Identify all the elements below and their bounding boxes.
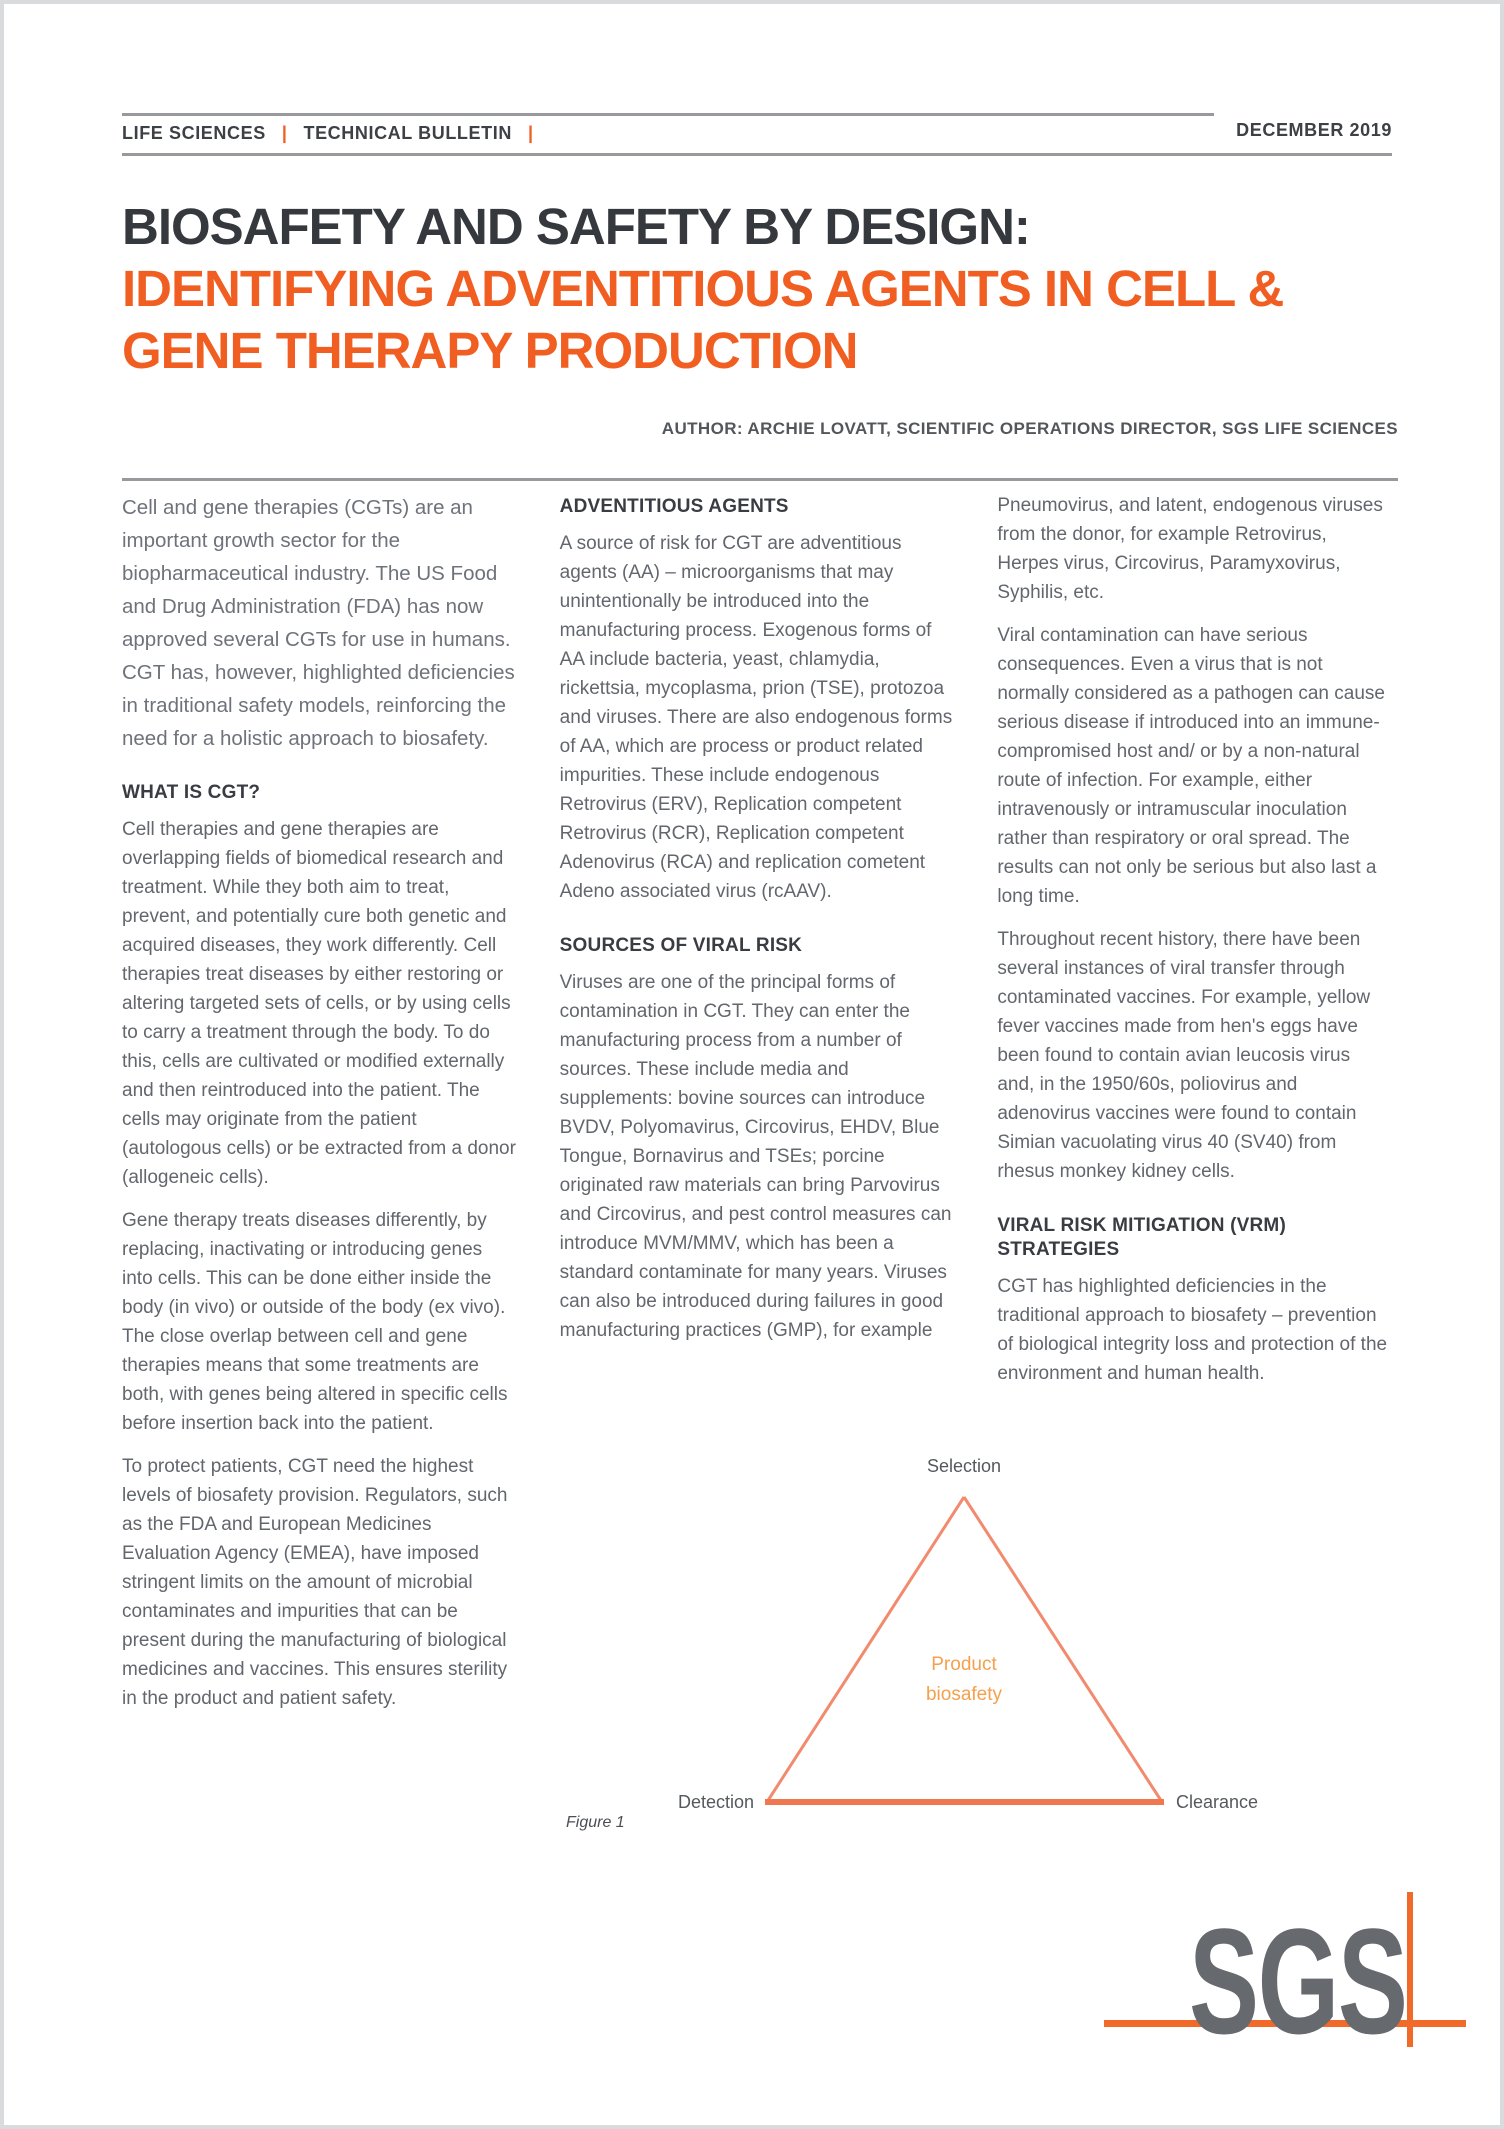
title-block bbox=[122, 196, 1398, 481]
masthead-separator-2: | bbox=[527, 123, 534, 143]
figure-caption: Figure 1 bbox=[566, 1814, 625, 1831]
paragraph: Pneumovirus, and latent, endogenous viruses from the donor, for example Retrovirus, Herpes virus, Circovirus, Paramyxovirus, Syphilis, etc. bbox=[997, 495, 1383, 603]
section-heading-what-is-cgt: WHAT IS CGT? bbox=[122, 782, 261, 803]
masthead-bulletin-label: TECHNICAL BULLETIN bbox=[303, 123, 512, 143]
column-1 bbox=[122, 491, 517, 1727]
sgs-logo bbox=[1104, 1882, 1474, 2065]
author-line: AUTHOR: ARCHIE LOVATT, SCIENTIFIC OPERATIONS DIRECTOR, SGS LIFE SCIENCES bbox=[661, 419, 1398, 438]
title-rule bbox=[122, 478, 1398, 481]
page-title-line2: IDENTIFYING ADVENTITIOUS AGENTS IN CELL & bbox=[122, 260, 1284, 317]
figure-1 bbox=[562, 1442, 1312, 1850]
triangle-label-clearance: Clearance bbox=[1176, 1792, 1259, 1812]
section-heading-sources-of-viral-risk: SOURCES OF VIRAL RISK bbox=[559, 935, 803, 956]
paragraph: CGT has highlighted deficiencies in the traditional approach to biosafety – prevention of biological integrity loss and protection of the environment and human health. bbox=[997, 1276, 1388, 1384]
paragraph: Throughout recent history, there have been several instances of viral transfer through contaminated vaccines. For example, yellow fever vaccines made from hen's eggs have been found to contain avian leucosis virus and, in the 1950/60s, poliovirus and adenovirus vaccines were found to contain Simian vacuolating virus 40 (SV40) from rhesus monkey kidney cells. bbox=[997, 929, 1371, 1182]
triangle-center-label-line1: Product bbox=[931, 1654, 997, 1675]
biosafety-triangle-diagram bbox=[562, 1442, 1312, 1850]
paragraph: Viral contamination can have serious consequences. Even a virus that is not normally considered as a pathogen can cause serious disease if introduced into an immune-compromised host and/ or by a non-natural route of infection. For example, either intravenously or intramuscular inoculation rather than respiratory or oral spread. The results can not only be serious but also last a long time. bbox=[997, 625, 1385, 907]
masthead-separator-1: | bbox=[281, 123, 288, 143]
logo-vertical-line bbox=[1407, 1892, 1413, 2047]
masthead-date: DECEMBER 2019 bbox=[1236, 120, 1392, 140]
triangle-right-side bbox=[964, 1497, 1162, 1802]
paragraph: To protect patients, CGT need the highest levels of biosafety provision. Regulators, such as the FDA and European Medicines Evaluation Agency (EMEA), have imposed stringent limits on the amount of microbial contaminates and impurities that can be present during the manufacturing of biological medicines and vaccines. This ensures sterility in the product and patient safety. bbox=[122, 1456, 508, 1709]
paragraph: Cell therapies and gene therapies are overlapping fields of biomedical research and treatment. While they both aim to treat, prevent, and potentially cure both genetic and acquired diseases, they work differently. Cell therapies treat diseases by either restoring or altering targeted sets of cells, or by using cells to carry a treatment through the body. To do this, cells are cultivated or modified externally and then reintroduced into the patient. The cells may originate from the patient (autologous cells) or be extracted from a donor (allogeneic cells). bbox=[122, 819, 516, 1188]
page-title-line3: GENE THERAPY PRODUCTION bbox=[122, 322, 858, 379]
sgs-logo-text: SGS bbox=[1189, 1897, 1407, 2065]
masthead-left bbox=[122, 113, 1214, 144]
paragraph: Viruses are one of the principal forms of contamination in CGT. They can enter the manufacturing process from a number of sources. These include media and supplements: bovine sources can introduce BVDV, Polyomavirus, Circovirus, EHDV, Blue Tongue, Bornavirus and TSEs; porcine originated raw materials can bring Parvovirus and Circovirus, and pest control measures can introduce MVM/MMV, which has been a standard contaminate for many years. Viruses can also be introduced during failures in good manufacturing practices (GMP), for example bbox=[559, 972, 952, 1341]
masthead-series-label: LIFE SCIENCES bbox=[122, 123, 266, 143]
paragraph: A source of risk for CGT are adventitious agents (AA) – microorganisms that may unintentionally be introduced into the manufacturing process. Exogenous forms of AA include bacteria, yeast, chlamydia, rickettsia, mycoplasma, prion (TSE), protozoa and viruses. There are also endogenous forms of AA, which are process or product related impurities. These include endogenous Retrovirus (ERV), Replication competent Retrovirus (RCR), Replication competent Adenovirus (RCA) and replication cometent Adeno associated virus (rcAAV). bbox=[559, 533, 953, 902]
intro-paragraph: Cell and gene therapies (CGTs) are an important growth sector for the biopharmaceutical industry. The US Food and Drug Administration (FDA) has now approved several CGTs for use in humans. CGT has, however, highlighted deficiencies in traditional safety models, reinforcing the need for a holistic approach to biosafety. bbox=[122, 496, 515, 750]
section-heading-vrm-strategies: VIRAL RISK MITIGATION (VRM) STRATEGIES bbox=[997, 1215, 1286, 1260]
masthead-rule bbox=[122, 153, 1392, 156]
triangle-label-detection: Detection bbox=[677, 1792, 754, 1812]
triangle-center-label-line2: biosafety bbox=[925, 1684, 1003, 1705]
masthead bbox=[122, 113, 1392, 156]
triangle-left-side bbox=[767, 1497, 964, 1802]
triangle-label-selection: Selection bbox=[926, 1456, 1002, 1476]
paragraph: Gene therapy treats diseases differently, by replacing, inactivating or introducing genes into cells. This can be done either inside the body (in vivo) or outside of the body (ex vivo). The close overlap between cell and gene therapies means that some treatments are both, with genes being altered in specific cells before insertion back into the patient. bbox=[122, 1210, 508, 1434]
section-heading-adventitious-agents: ADVENTITIOUS AGENTS bbox=[559, 496, 789, 517]
page-title-line1: BIOSAFETY AND SAFETY BY DESIGN: bbox=[122, 198, 1030, 255]
